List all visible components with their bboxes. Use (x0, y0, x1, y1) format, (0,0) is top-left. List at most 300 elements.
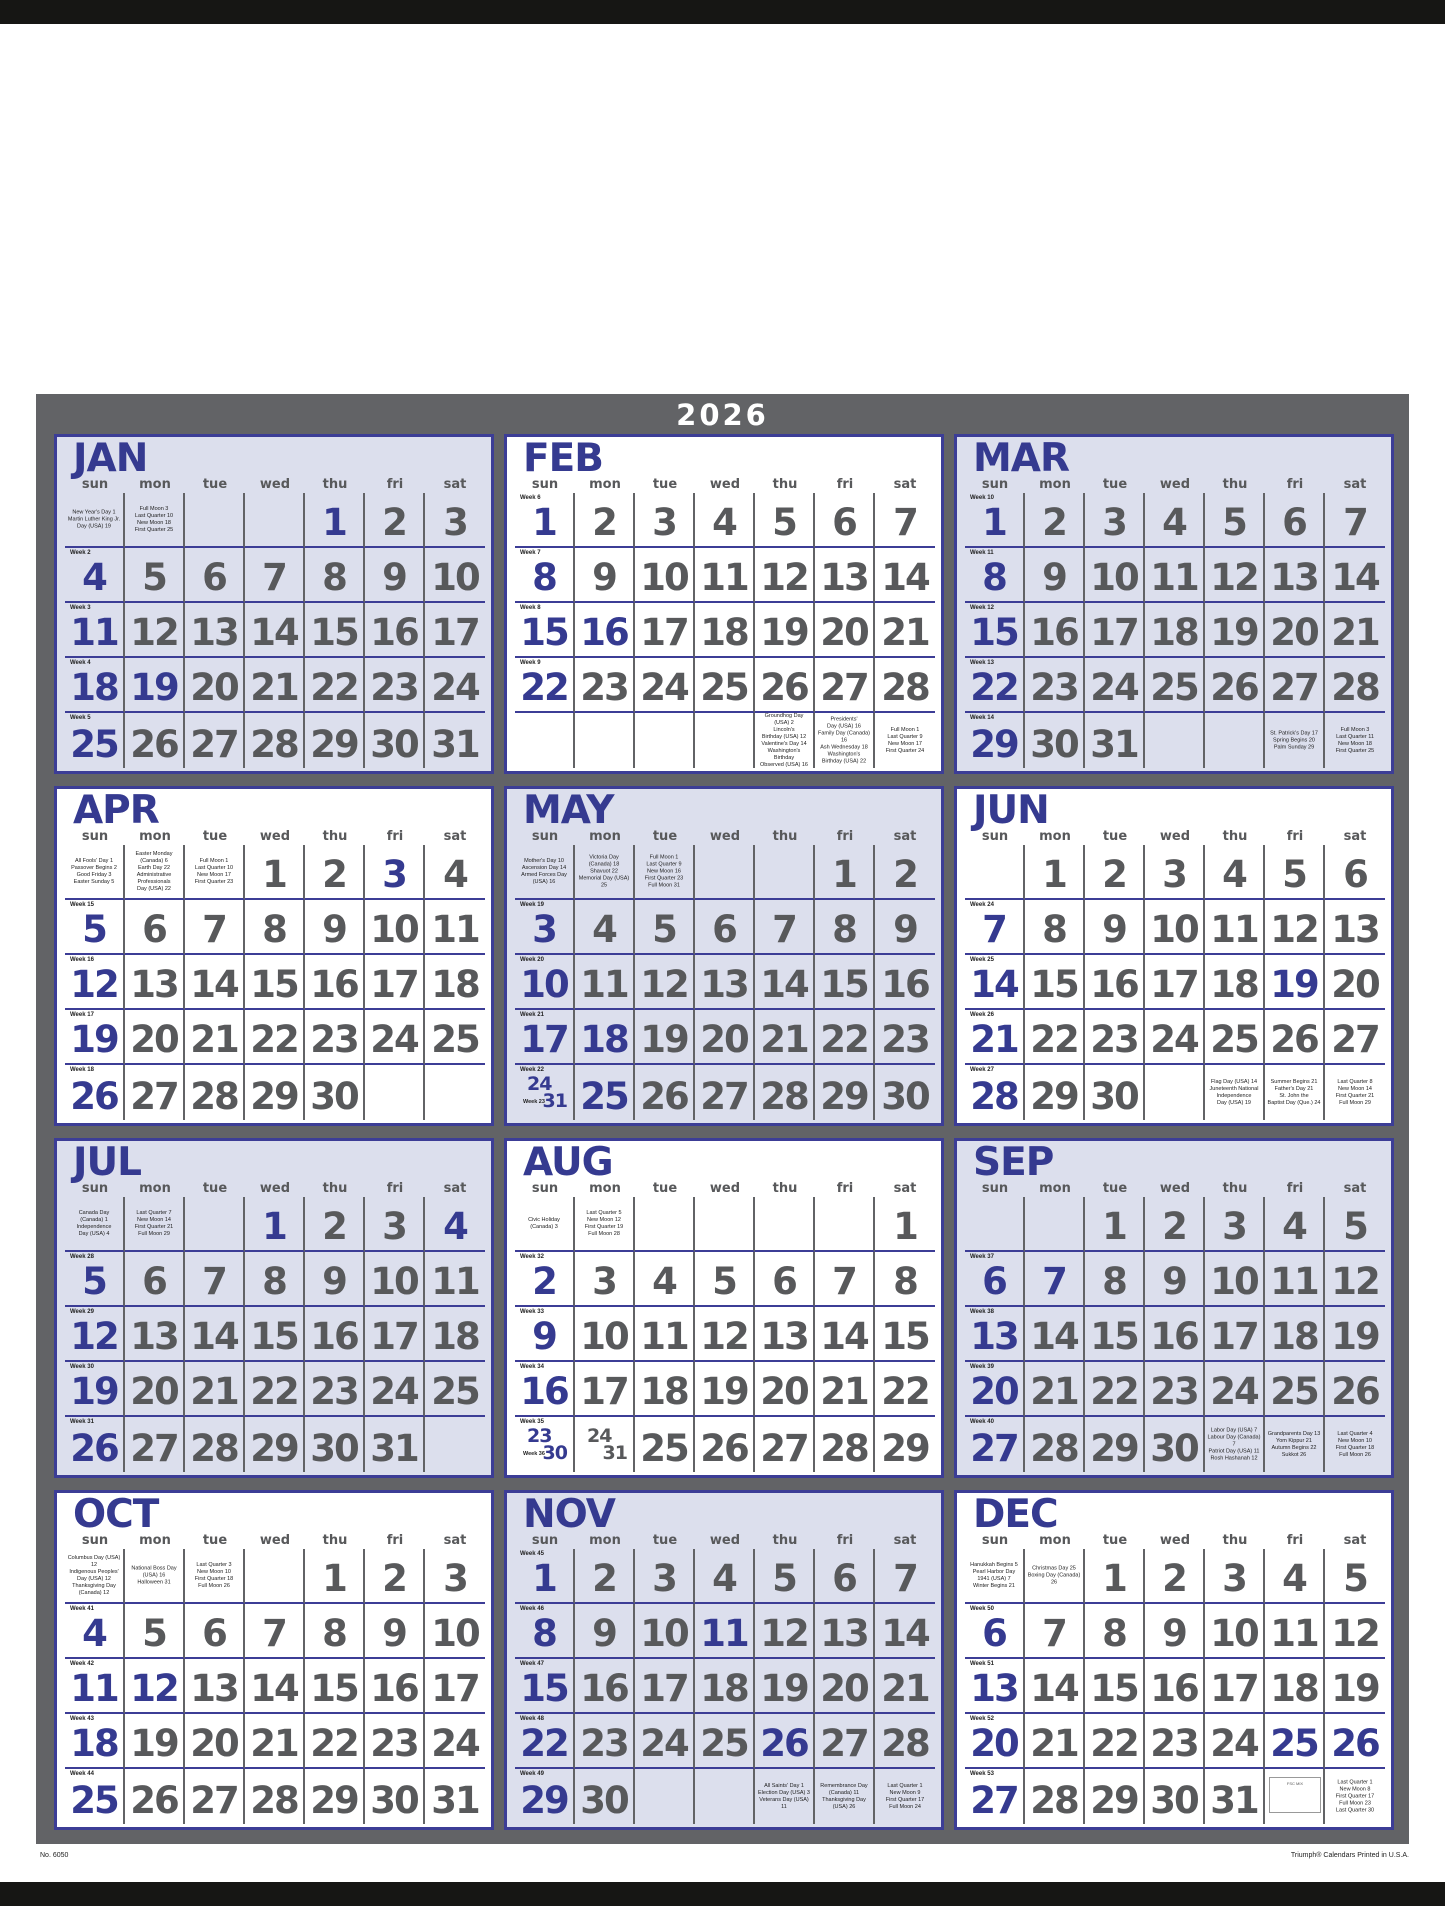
day-cell[interactable] (635, 900, 695, 955)
day-cell[interactable] (365, 658, 425, 713)
day-cell[interactable] (1265, 845, 1325, 900)
day-cell[interactable] (635, 1362, 695, 1417)
day-cell[interactable] (635, 1417, 695, 1472)
empty-cell[interactable] (515, 1065, 575, 1120)
day-cell[interactable] (365, 1197, 425, 1252)
day-cell[interactable] (185, 1769, 245, 1824)
day-cell[interactable] (1025, 1362, 1085, 1417)
day-cell[interactable] (245, 658, 305, 713)
day-cell[interactable] (305, 845, 365, 900)
day-cell[interactable] (1325, 1197, 1385, 1252)
day-cell[interactable] (365, 1307, 425, 1362)
day-cell[interactable] (305, 955, 365, 1010)
day-cell[interactable] (1025, 493, 1085, 548)
day-cell[interactable] (1205, 1549, 1265, 1604)
day-cell[interactable] (575, 1362, 635, 1417)
day-cell[interactable] (185, 1065, 245, 1120)
day-cell[interactable] (1325, 658, 1385, 713)
day-cell[interactable] (875, 1714, 935, 1769)
day-cell[interactable] (635, 1604, 695, 1659)
day-cell[interactable] (815, 1307, 875, 1362)
day-cell[interactable] (425, 955, 485, 1010)
day-cell[interactable] (695, 1549, 755, 1604)
day-cell[interactable] (1085, 1252, 1145, 1307)
day-cell[interactable] (695, 493, 755, 548)
day-cell[interactable] (575, 1010, 635, 1065)
day-cell[interactable] (695, 1604, 755, 1659)
day-cell[interactable] (125, 548, 185, 603)
day-cell[interactable] (365, 713, 425, 768)
day-cell[interactable] (125, 1769, 185, 1824)
day-cell[interactable] (875, 900, 935, 955)
day-cell[interactable] (1265, 1362, 1325, 1417)
day-cell[interactable] (515, 493, 575, 548)
day-cell[interactable] (575, 900, 635, 955)
day-cell[interactable] (65, 1010, 125, 1065)
empty-cell[interactable] (575, 1417, 635, 1472)
day-cell[interactable] (1085, 1549, 1145, 1604)
day-cell[interactable] (815, 1065, 875, 1120)
day-cell[interactable] (635, 493, 695, 548)
day-cell[interactable] (1085, 658, 1145, 713)
empty-cell[interactable] (515, 1417, 575, 1472)
day-cell[interactable] (1265, 1010, 1325, 1065)
day-cell[interactable] (305, 900, 365, 955)
day-cell[interactable] (185, 1010, 245, 1065)
day-cell[interactable] (245, 955, 305, 1010)
day-cell[interactable] (875, 1362, 935, 1417)
day-cell[interactable] (1325, 548, 1385, 603)
day-cell[interactable] (245, 900, 305, 955)
day-cell[interactable] (125, 1417, 185, 1472)
day-cell[interactable] (425, 1659, 485, 1714)
day-cell[interactable] (635, 1065, 695, 1120)
day-cell[interactable] (875, 1549, 935, 1604)
day-cell[interactable] (125, 658, 185, 713)
day-cell[interactable] (1145, 900, 1205, 955)
day-cell[interactable] (245, 1197, 305, 1252)
day-cell[interactable] (1265, 1197, 1325, 1252)
day-cell[interactable] (1145, 1362, 1205, 1417)
day-cell[interactable] (1085, 1197, 1145, 1252)
day-cell[interactable] (1205, 1307, 1265, 1362)
day-cell[interactable] (965, 1252, 1025, 1307)
day-cell[interactable] (1145, 1197, 1205, 1252)
day-cell[interactable] (245, 1659, 305, 1714)
day-cell[interactable] (365, 1417, 425, 1472)
day-cell[interactable] (515, 955, 575, 1010)
day-cell[interactable] (1265, 548, 1325, 603)
day-cell[interactable] (185, 713, 245, 768)
day-cell[interactable] (365, 603, 425, 658)
day-cell[interactable] (65, 1362, 125, 1417)
day-cell[interactable] (365, 548, 425, 603)
day-cell[interactable] (1205, 955, 1265, 1010)
day-cell[interactable] (1265, 1659, 1325, 1714)
day-cell[interactable] (245, 1362, 305, 1417)
day-cell[interactable] (185, 1252, 245, 1307)
day-cell[interactable] (1085, 1065, 1145, 1120)
day-cell[interactable] (875, 658, 935, 713)
day-cell[interactable] (1205, 900, 1265, 955)
day-cell[interactable] (1025, 1604, 1085, 1659)
day-cell[interactable] (965, 1010, 1025, 1065)
day-cell[interactable] (875, 1659, 935, 1714)
day-cell[interactable] (305, 1659, 365, 1714)
day-cell[interactable] (815, 658, 875, 713)
day-cell[interactable] (815, 1659, 875, 1714)
day-cell[interactable] (1145, 1252, 1205, 1307)
day-cell[interactable] (1145, 1769, 1205, 1824)
day-cell[interactable] (1025, 713, 1085, 768)
day-cell[interactable] (965, 658, 1025, 713)
day-cell[interactable] (575, 1659, 635, 1714)
day-cell[interactable] (815, 955, 875, 1010)
day-cell[interactable] (1085, 1769, 1145, 1824)
day-cell[interactable] (695, 1659, 755, 1714)
day-cell[interactable] (575, 1549, 635, 1604)
day-cell[interactable] (125, 1307, 185, 1362)
day-cell[interactable] (755, 1659, 815, 1714)
day-cell[interactable] (635, 1659, 695, 1714)
day-cell[interactable] (1205, 1010, 1265, 1065)
day-cell[interactable] (1325, 1714, 1385, 1769)
day-cell[interactable] (515, 658, 575, 713)
day-cell[interactable] (125, 1659, 185, 1714)
day-cell[interactable] (515, 1010, 575, 1065)
day-cell[interactable] (425, 1197, 485, 1252)
day-cell[interactable] (65, 603, 125, 658)
day-cell[interactable] (815, 1252, 875, 1307)
day-cell[interactable] (245, 1065, 305, 1120)
day-cell[interactable] (125, 900, 185, 955)
day-cell[interactable] (425, 845, 485, 900)
day-cell[interactable] (65, 955, 125, 1010)
day-cell[interactable] (965, 1307, 1025, 1362)
day-cell[interactable] (185, 548, 245, 603)
day-cell[interactable] (695, 1362, 755, 1417)
day-cell[interactable] (1265, 1604, 1325, 1659)
day-cell[interactable] (875, 1010, 935, 1065)
day-cell[interactable] (65, 1714, 125, 1769)
day-cell[interactable] (755, 1417, 815, 1472)
day-cell[interactable] (695, 900, 755, 955)
day-cell[interactable] (305, 658, 365, 713)
day-cell[interactable] (1205, 548, 1265, 603)
day-cell[interactable] (1205, 1197, 1265, 1252)
day-cell[interactable] (1145, 955, 1205, 1010)
day-cell[interactable] (1205, 493, 1265, 548)
day-cell[interactable] (815, 1362, 875, 1417)
day-cell[interactable] (425, 1769, 485, 1824)
day-cell[interactable] (1085, 955, 1145, 1010)
day-cell[interactable] (755, 1714, 815, 1769)
day-cell[interactable] (185, 1307, 245, 1362)
day-cell[interactable] (1085, 900, 1145, 955)
day-cell[interactable] (515, 1549, 575, 1604)
day-cell[interactable] (695, 1010, 755, 1065)
day-cell[interactable] (305, 603, 365, 658)
day-cell[interactable] (125, 1714, 185, 1769)
day-cell[interactable] (1145, 1714, 1205, 1769)
day-cell[interactable] (1085, 713, 1145, 768)
day-cell[interactable] (1145, 1659, 1205, 1714)
day-cell[interactable] (1265, 493, 1325, 548)
day-cell[interactable] (575, 955, 635, 1010)
day-cell[interactable] (815, 493, 875, 548)
day-cell[interactable] (65, 658, 125, 713)
day-cell[interactable] (125, 1010, 185, 1065)
day-cell[interactable] (965, 603, 1025, 658)
day-cell[interactable] (515, 1362, 575, 1417)
day-cell[interactable] (305, 1362, 365, 1417)
day-cell[interactable] (365, 1010, 425, 1065)
day-cell[interactable] (365, 1604, 425, 1659)
day-cell[interactable] (875, 1604, 935, 1659)
day-cell[interactable] (305, 1417, 365, 1472)
day-cell[interactable] (755, 955, 815, 1010)
day-cell[interactable] (575, 1769, 635, 1824)
day-cell[interactable] (245, 548, 305, 603)
day-cell[interactable] (305, 1252, 365, 1307)
day-cell[interactable] (575, 493, 635, 548)
day-cell[interactable] (1325, 493, 1385, 548)
day-cell[interactable] (815, 900, 875, 955)
day-cell[interactable] (365, 1659, 425, 1714)
day-cell[interactable] (575, 1065, 635, 1120)
day-cell[interactable] (125, 955, 185, 1010)
day-cell[interactable] (305, 1769, 365, 1824)
day-cell[interactable] (1025, 1659, 1085, 1714)
day-cell[interactable] (1085, 845, 1145, 900)
day-cell[interactable] (1025, 603, 1085, 658)
day-cell[interactable] (1025, 1252, 1085, 1307)
day-cell[interactable] (425, 1714, 485, 1769)
day-cell[interactable] (1085, 1362, 1145, 1417)
day-cell[interactable] (755, 1362, 815, 1417)
day-cell[interactable] (1205, 1362, 1265, 1417)
day-cell[interactable] (125, 1252, 185, 1307)
day-cell[interactable] (515, 1307, 575, 1362)
day-cell[interactable] (1085, 1417, 1145, 1472)
day-cell[interactable] (1145, 603, 1205, 658)
day-cell[interactable] (515, 1252, 575, 1307)
day-cell[interactable] (815, 1714, 875, 1769)
day-cell[interactable] (1025, 1307, 1085, 1362)
day-cell[interactable] (305, 1714, 365, 1769)
day-cell[interactable] (635, 1307, 695, 1362)
day-cell[interactable] (635, 1714, 695, 1769)
day-cell[interactable] (965, 1714, 1025, 1769)
day-cell[interactable] (635, 548, 695, 603)
day-cell[interactable] (1265, 955, 1325, 1010)
day-cell[interactable] (875, 1197, 935, 1252)
day-cell[interactable] (965, 1659, 1025, 1714)
day-cell[interactable] (185, 1659, 245, 1714)
day-cell[interactable] (185, 1362, 245, 1417)
day-cell[interactable] (635, 1010, 695, 1065)
day-cell[interactable] (965, 1417, 1025, 1472)
day-cell[interactable] (1025, 1417, 1085, 1472)
day-cell[interactable] (185, 1604, 245, 1659)
day-cell[interactable] (125, 603, 185, 658)
day-cell[interactable] (125, 713, 185, 768)
day-cell[interactable] (1085, 1714, 1145, 1769)
day-cell[interactable] (365, 493, 425, 548)
day-cell[interactable] (425, 1362, 485, 1417)
day-cell[interactable] (875, 1417, 935, 1472)
day-cell[interactable] (425, 658, 485, 713)
day-cell[interactable] (965, 955, 1025, 1010)
day-cell[interactable] (245, 1604, 305, 1659)
day-cell[interactable] (875, 1065, 935, 1120)
day-cell[interactable] (875, 603, 935, 658)
day-cell[interactable] (875, 1252, 935, 1307)
day-cell[interactable] (575, 603, 635, 658)
day-cell[interactable] (1145, 845, 1205, 900)
day-cell[interactable] (245, 1307, 305, 1362)
day-cell[interactable] (965, 1362, 1025, 1417)
day-cell[interactable] (1205, 1769, 1265, 1824)
day-cell[interactable] (365, 1769, 425, 1824)
day-cell[interactable] (365, 1252, 425, 1307)
day-cell[interactable] (185, 900, 245, 955)
day-cell[interactable] (815, 1604, 875, 1659)
day-cell[interactable] (425, 493, 485, 548)
day-cell[interactable] (965, 1769, 1025, 1824)
day-cell[interactable] (755, 900, 815, 955)
day-cell[interactable] (245, 1769, 305, 1824)
day-cell[interactable] (1325, 1307, 1385, 1362)
day-cell[interactable] (695, 1714, 755, 1769)
day-cell[interactable] (1085, 603, 1145, 658)
day-cell[interactable] (185, 955, 245, 1010)
day-cell[interactable] (125, 1065, 185, 1120)
day-cell[interactable] (965, 900, 1025, 955)
day-cell[interactable] (1025, 658, 1085, 713)
day-cell[interactable] (65, 1307, 125, 1362)
day-cell[interactable] (365, 900, 425, 955)
day-cell[interactable] (695, 1065, 755, 1120)
day-cell[interactable] (1205, 1714, 1265, 1769)
day-cell[interactable] (755, 1307, 815, 1362)
day-cell[interactable] (245, 603, 305, 658)
day-cell[interactable] (815, 603, 875, 658)
day-cell[interactable] (425, 1010, 485, 1065)
day-cell[interactable] (1265, 1307, 1325, 1362)
day-cell[interactable] (305, 1010, 365, 1065)
day-cell[interactable] (695, 1417, 755, 1472)
day-cell[interactable] (65, 1604, 125, 1659)
day-cell[interactable] (755, 1604, 815, 1659)
day-cell[interactable] (815, 548, 875, 603)
day-cell[interactable] (875, 845, 935, 900)
day-cell[interactable] (245, 1252, 305, 1307)
day-cell[interactable] (695, 955, 755, 1010)
day-cell[interactable] (875, 955, 935, 1010)
day-cell[interactable] (365, 845, 425, 900)
day-cell[interactable] (1205, 1659, 1265, 1714)
day-cell[interactable] (365, 1714, 425, 1769)
day-cell[interactable] (1085, 1307, 1145, 1362)
day-cell[interactable] (875, 548, 935, 603)
day-cell[interactable] (305, 1065, 365, 1120)
day-cell[interactable] (305, 1307, 365, 1362)
day-cell[interactable] (575, 1714, 635, 1769)
day-cell[interactable] (755, 1252, 815, 1307)
day-cell[interactable] (305, 493, 365, 548)
day-cell[interactable] (515, 1659, 575, 1714)
day-cell[interactable] (1145, 493, 1205, 548)
day-cell[interactable] (1205, 1604, 1265, 1659)
day-cell[interactable] (575, 1252, 635, 1307)
day-cell[interactable] (425, 900, 485, 955)
day-cell[interactable] (1325, 845, 1385, 900)
day-cell[interactable] (1025, 548, 1085, 603)
day-cell[interactable] (515, 1604, 575, 1659)
day-cell[interactable] (125, 1362, 185, 1417)
day-cell[interactable] (965, 1065, 1025, 1120)
day-cell[interactable] (695, 603, 755, 658)
day-cell[interactable] (815, 1549, 875, 1604)
day-cell[interactable] (755, 658, 815, 713)
day-cell[interactable] (1085, 548, 1145, 603)
day-cell[interactable] (1325, 900, 1385, 955)
day-cell[interactable] (1325, 955, 1385, 1010)
day-cell[interactable] (755, 1065, 815, 1120)
day-cell[interactable] (515, 1714, 575, 1769)
day-cell[interactable] (755, 603, 815, 658)
day-cell[interactable] (1325, 1252, 1385, 1307)
day-cell[interactable] (1085, 1604, 1145, 1659)
day-cell[interactable] (1025, 1714, 1085, 1769)
day-cell[interactable] (875, 1307, 935, 1362)
day-cell[interactable] (1145, 1549, 1205, 1604)
day-cell[interactable] (65, 1252, 125, 1307)
day-cell[interactable] (965, 548, 1025, 603)
day-cell[interactable] (965, 713, 1025, 768)
day-cell[interactable] (305, 1197, 365, 1252)
day-cell[interactable] (575, 1307, 635, 1362)
day-cell[interactable] (1085, 1659, 1145, 1714)
day-cell[interactable] (1325, 1549, 1385, 1604)
day-cell[interactable] (65, 1065, 125, 1120)
day-cell[interactable] (965, 1604, 1025, 1659)
day-cell[interactable] (515, 1769, 575, 1824)
day-cell[interactable] (365, 1362, 425, 1417)
day-cell[interactable] (875, 493, 935, 548)
day-cell[interactable] (245, 1417, 305, 1472)
day-cell[interactable] (1085, 1010, 1145, 1065)
day-cell[interactable] (425, 1549, 485, 1604)
day-cell[interactable] (1025, 955, 1085, 1010)
day-cell[interactable] (1205, 603, 1265, 658)
day-cell[interactable] (245, 1714, 305, 1769)
day-cell[interactable] (65, 1417, 125, 1472)
day-cell[interactable] (755, 548, 815, 603)
day-cell[interactable] (1265, 658, 1325, 713)
day-cell[interactable] (1205, 845, 1265, 900)
day-cell[interactable] (635, 658, 695, 713)
day-cell[interactable] (755, 493, 815, 548)
day-cell[interactable] (65, 1659, 125, 1714)
day-cell[interactable] (1025, 1010, 1085, 1065)
day-cell[interactable] (575, 1604, 635, 1659)
day-cell[interactable] (1025, 1769, 1085, 1824)
day-cell[interactable] (1265, 900, 1325, 955)
day-cell[interactable] (305, 713, 365, 768)
day-cell[interactable] (815, 1417, 875, 1472)
